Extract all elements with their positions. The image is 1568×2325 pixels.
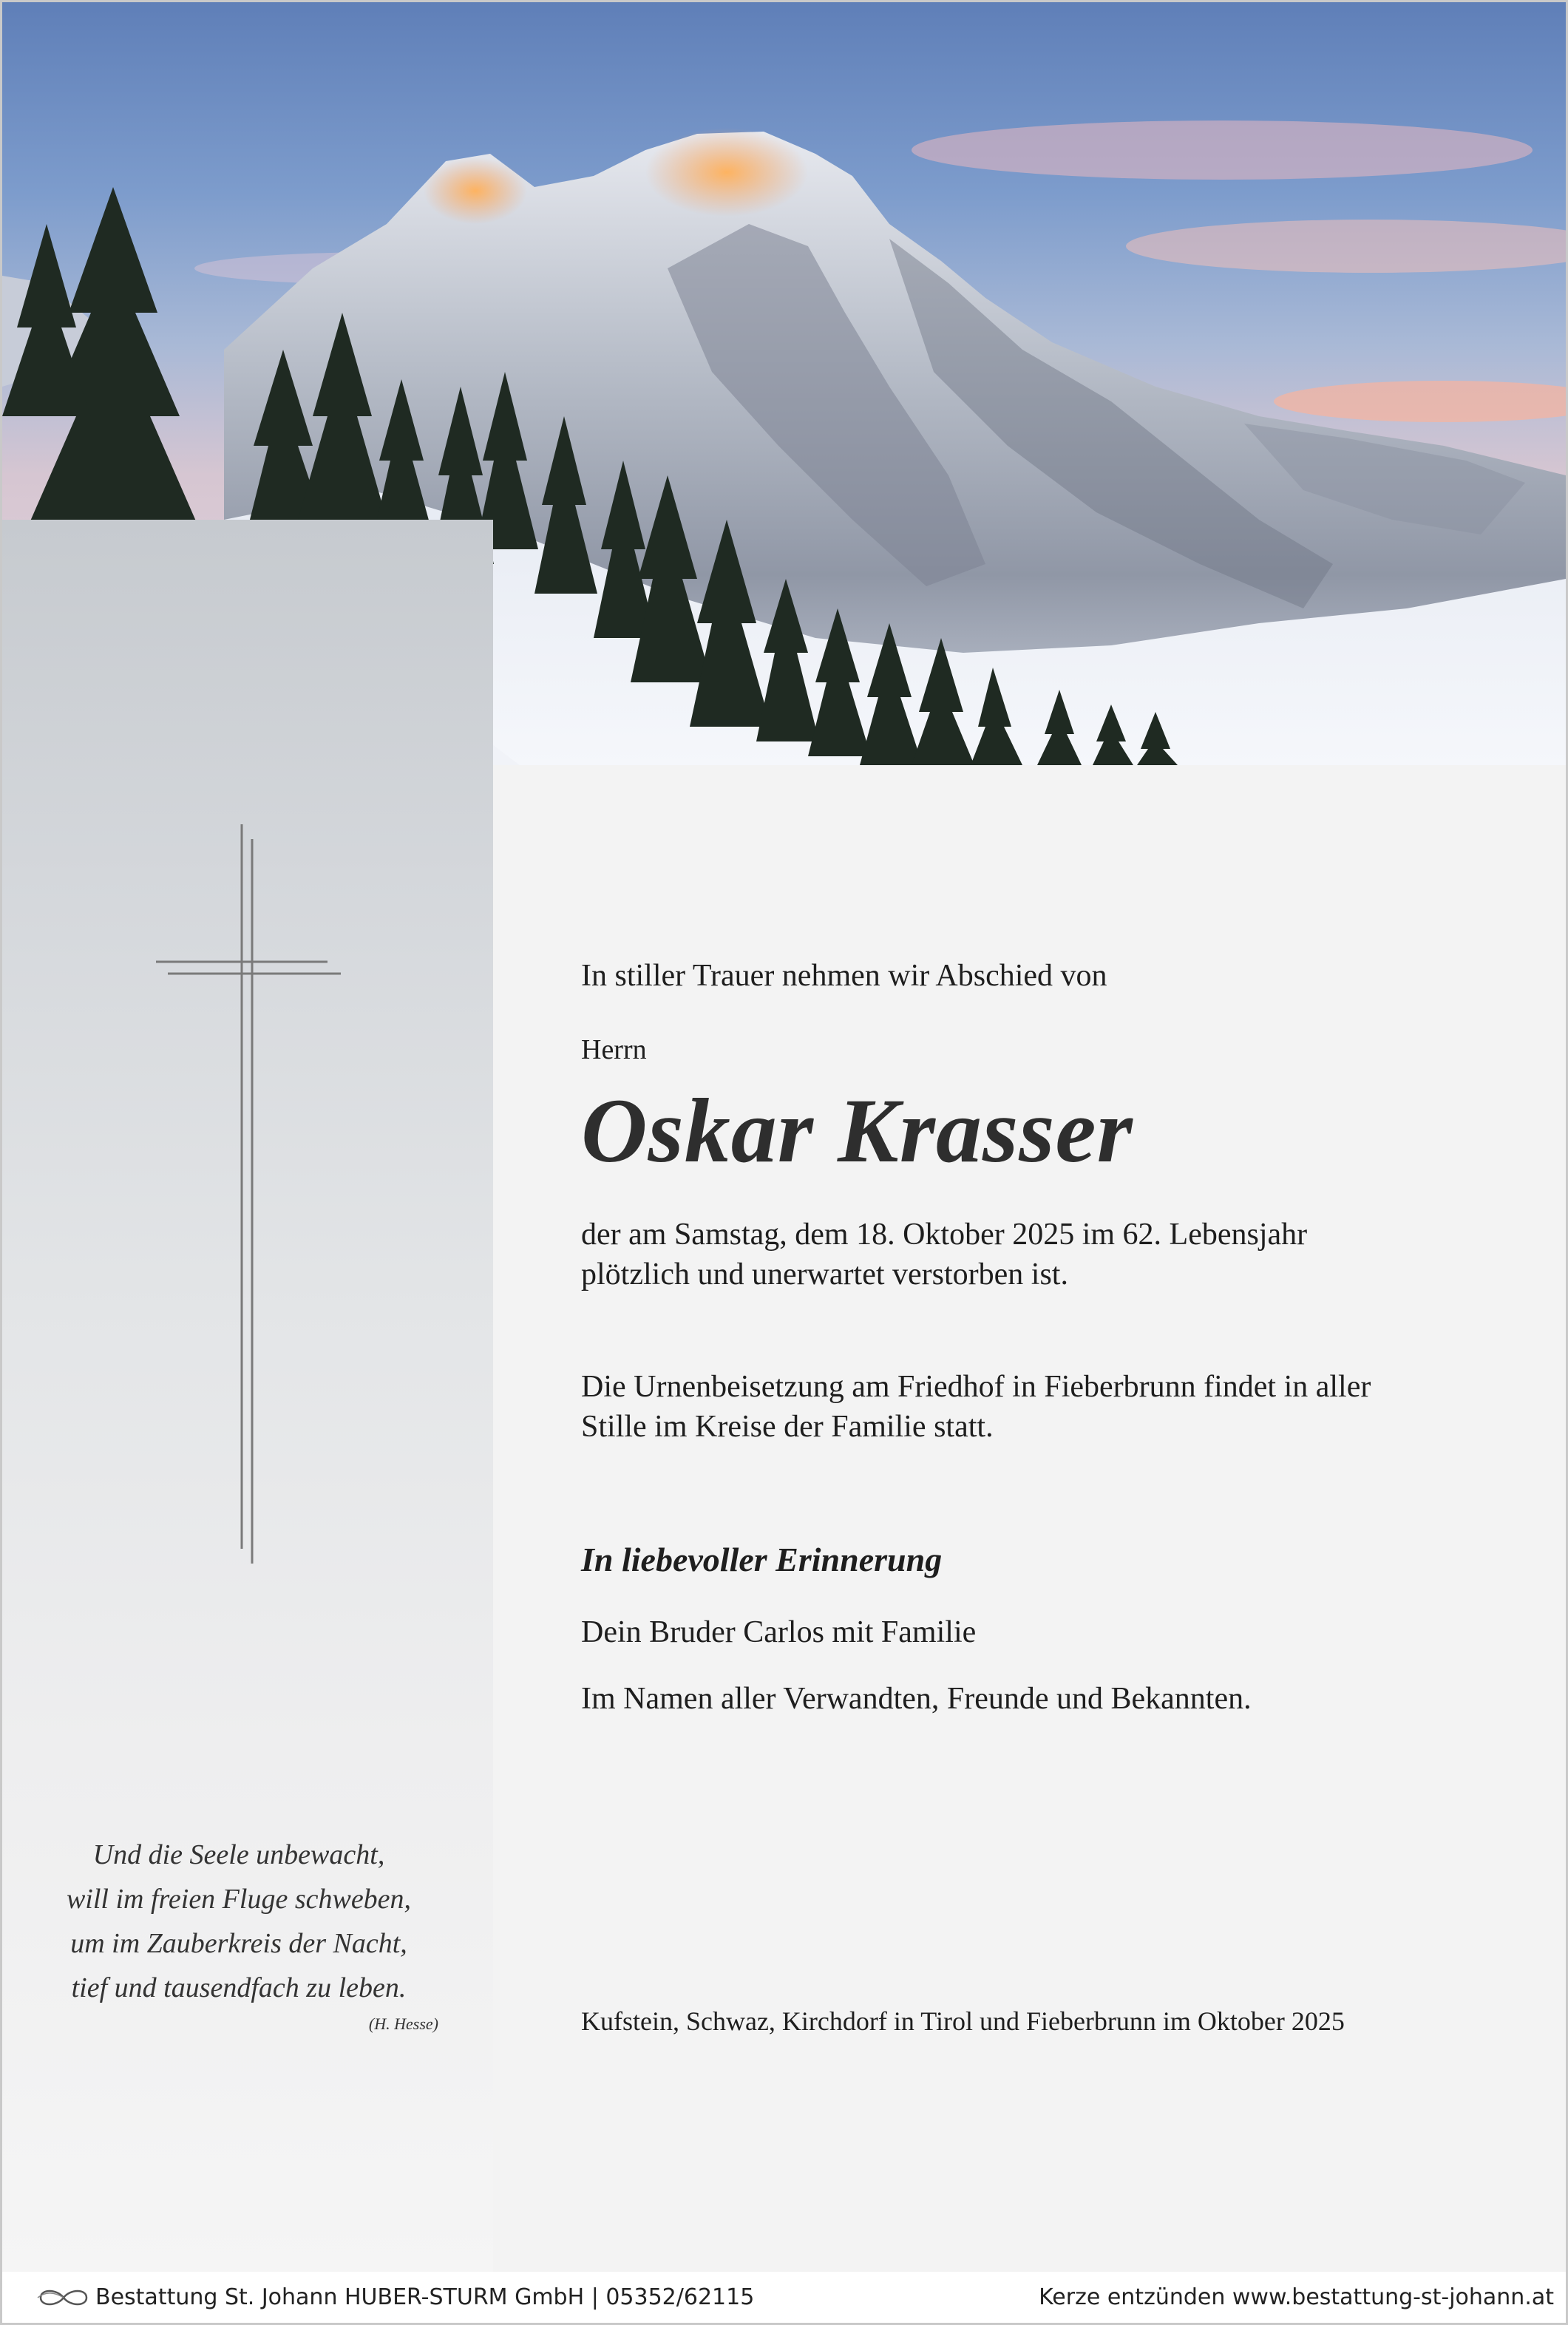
cross-icon (150, 824, 350, 1564)
candle-link[interactable]: Kerze entzünden www.bestattung-st-johann.at (1039, 2284, 1554, 2310)
death-notice-line: der am Samstag, dem 18. Oktober 2025 im 62. Lebensjahr (581, 1218, 1308, 1252)
deceased-name: Oskar Krasser (581, 1080, 1133, 1181)
infinity-logo-icon (35, 2285, 92, 2310)
burial-notice-line: Die Urnenbeisetzung am Friedhof in Fieberbrunn findet in aller (581, 1370, 1371, 1404)
poem (32, 1833, 446, 2010)
death-notice (581, 1215, 1307, 1294)
remembrance-heading: In liebevoller Erinnerung (581, 1541, 943, 1578)
mourner-line: Dein Bruder Carlos mit Familie (581, 1615, 977, 1649)
death-notice-line: plötzlich und unerwartet verstorben ist. (581, 1257, 1068, 1292)
mourner-line: Im Namen aller Verwandten, Freunde und Bekannten. (581, 1682, 1252, 1716)
burial-notice-line: Stille im Kreise der Familie statt. (581, 1410, 994, 1444)
footer (2, 2272, 1566, 2325)
salutation: Herrn (581, 1034, 647, 1065)
place-date: Kufstein, Schwaz, Kirchdorf in Tirol und Fieberbrunn im Oktober 2025 (581, 2006, 1345, 2036)
company-info: Bestattung St. Johann HUBER-STURM GmbH | 05352/62115 (95, 2284, 755, 2310)
poem-line: tief und tausendfach zu leben. (71, 1972, 407, 2003)
poem-line: will im freien Fluge schweben, (66, 1884, 412, 1915)
intro-text: In stiller Trauer nehmen wir Abschied von (581, 959, 1107, 993)
poem-line: Und die Seele unbewacht, (92, 1839, 385, 1870)
burial-notice (581, 1367, 1371, 1447)
poem-author: (H. Hesse) (368, 2015, 438, 2033)
poem-line: um im Zauberkreis der Nacht, (70, 1928, 407, 1959)
